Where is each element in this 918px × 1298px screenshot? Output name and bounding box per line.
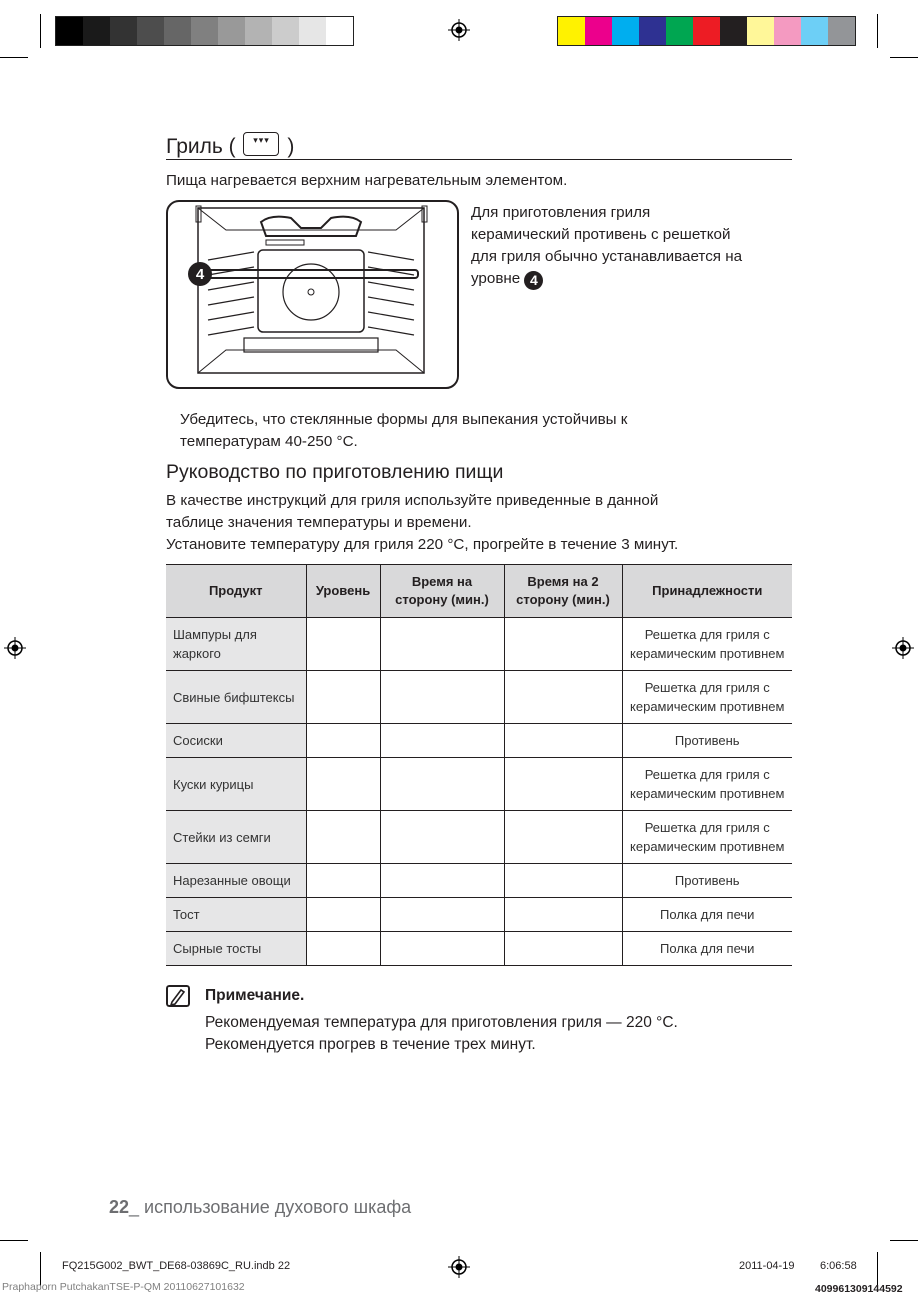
- caption-line: для гриля обычно устанавливается на: [471, 248, 743, 265]
- color-swatch: [326, 17, 353, 45]
- color-swatch: [272, 17, 299, 45]
- color-swatch: [558, 17, 585, 45]
- time2-cell: [504, 864, 622, 898]
- process-color-bar: [557, 16, 856, 46]
- color-swatch: [218, 17, 245, 45]
- accessories-cell: [622, 811, 792, 864]
- time1-cell: [380, 811, 504, 864]
- slug-date: 2011-04-19: [739, 1260, 795, 1272]
- registration-mark-icon: [448, 19, 470, 41]
- time2-cell: [504, 898, 622, 932]
- crop-mark: [877, 14, 878, 48]
- color-swatch: [299, 17, 326, 45]
- section-title-text: Гриль (: [166, 135, 236, 158]
- product-cell: [166, 671, 306, 724]
- color-swatch: [191, 17, 218, 45]
- time1-cell: [380, 898, 504, 932]
- time2-cell: [504, 618, 622, 671]
- header-line: сторону (мин.): [516, 592, 610, 607]
- cooking-table: [166, 564, 792, 966]
- accessories-cell: [622, 671, 792, 724]
- note-text: [205, 1012, 678, 1056]
- caption-line: Для приготовления гриля: [471, 204, 651, 221]
- crop-mark: [0, 1240, 28, 1241]
- page-label: _ использование духового шкафа: [129, 1197, 412, 1217]
- header-accessories: Принадлежности: [622, 565, 792, 618]
- registration-mark-icon: [892, 637, 914, 659]
- product-cell: [166, 864, 306, 898]
- cell-text: Противень: [674, 733, 740, 748]
- cell-text: Полка для печи: [660, 941, 755, 956]
- cell-text: керамическим противнем: [630, 699, 785, 714]
- caption-text: уровне: [471, 270, 521, 287]
- level-cell: [306, 671, 380, 724]
- time2-cell: [504, 724, 622, 758]
- header-line: Время на: [411, 574, 473, 589]
- cell-text: Свиные бифштексы: [173, 689, 295, 705]
- level-cell: [306, 864, 380, 898]
- cell-text: Решетка для гриля с: [644, 627, 770, 642]
- crop-mark: [890, 57, 918, 58]
- section-title-suffix: ): [287, 135, 295, 158]
- header-line: Время на 2: [527, 574, 599, 589]
- level-marker: 4: [195, 266, 205, 283]
- color-swatch: [828, 17, 855, 45]
- time1-cell: [380, 758, 504, 811]
- note-line: Рекомендуемая температура для приготовления гриля — 220 °C.: [205, 1014, 678, 1031]
- guide-line: таблице значения температуры и времени.: [166, 514, 472, 531]
- cell-text: Сырные тосты: [173, 941, 262, 956]
- grayscale-color-bar: [55, 16, 354, 46]
- table-row: [166, 932, 792, 966]
- color-swatch: [83, 17, 110, 45]
- crop-mark: [0, 57, 28, 58]
- time1-cell: [380, 618, 504, 671]
- color-swatch: [639, 17, 666, 45]
- cell-text: керамическим противнем: [630, 839, 785, 854]
- cell-text: Решетка для гриля с: [644, 680, 770, 695]
- warning-line: Убедитесь, что стеклянные формы для выпекания устойчивы к: [180, 411, 628, 428]
- level-cell: [306, 618, 380, 671]
- header-level: Уровень: [306, 565, 380, 618]
- guide-text: [166, 490, 678, 556]
- color-swatch: [720, 17, 747, 45]
- cell-text: Нарезанные овощи: [173, 873, 291, 888]
- time1-cell: [380, 932, 504, 966]
- cell-text: Сосиски: [173, 733, 223, 748]
- cell-text: Тост: [173, 907, 200, 922]
- page-footer: [109, 1197, 411, 1218]
- cell-text: керамическим противнем: [630, 646, 785, 661]
- warning-line: температурам 40-250 °C.: [180, 433, 358, 450]
- accessories-cell: [622, 758, 792, 811]
- table-row: [166, 864, 792, 898]
- cell-text: керамическим противнем: [630, 786, 785, 801]
- color-swatch: [612, 17, 639, 45]
- cell-text: Шампуры для: [173, 627, 257, 642]
- slug-file: FQ215G002_BWT_DE68-03869C_RU.indb 22: [62, 1260, 291, 1272]
- title-divider: [166, 159, 792, 160]
- header-time-side2: [504, 565, 622, 618]
- product-cell: [166, 811, 306, 864]
- warning-text: [180, 409, 627, 453]
- color-swatch: [245, 17, 272, 45]
- table-header-row: [166, 565, 792, 618]
- accessories-cell: [622, 898, 792, 932]
- color-swatch: [774, 17, 801, 45]
- accessories-cell: [622, 864, 792, 898]
- slug-code: 409961309144592: [815, 1283, 903, 1295]
- accessories-cell: [622, 724, 792, 758]
- table-row: [166, 758, 792, 811]
- product-cell: [166, 898, 306, 932]
- cell-text: Противень: [674, 873, 740, 888]
- section-title: [166, 132, 294, 159]
- product-cell: [166, 618, 306, 671]
- color-swatch: [585, 17, 612, 45]
- cell-text: Куски курицы: [173, 776, 254, 792]
- product-cell: [166, 932, 306, 966]
- cell-text: Полка для печи: [660, 907, 755, 922]
- color-swatch: [137, 17, 164, 45]
- slug-operator: Praphaporn PutchakanTSE-P-QM 20110627101632: [2, 1281, 245, 1293]
- cell-text: Решетка для гриля с: [644, 767, 770, 782]
- table-row: [166, 724, 792, 758]
- level-cell: [306, 898, 380, 932]
- header-line: сторону (мин.): [395, 592, 489, 607]
- color-swatch: [56, 17, 83, 45]
- time2-cell: [504, 671, 622, 724]
- page-number: 22: [109, 1197, 130, 1217]
- slug-time: 6:06:58: [820, 1260, 857, 1272]
- color-swatch: [110, 17, 137, 45]
- caption-line: керамический противень с решеткой: [471, 226, 731, 243]
- cell-text: жаркого: [173, 646, 221, 661]
- table-row: [166, 618, 792, 671]
- color-swatch: [747, 17, 774, 45]
- guide-line: В качестве инструкций для гриля используйте приведенные в данной: [166, 492, 659, 509]
- table-row: [166, 898, 792, 932]
- time2-cell: [504, 811, 622, 864]
- note-icon: [166, 985, 190, 1007]
- registration-mark-icon: [4, 637, 26, 659]
- intro-text: Пища нагревается верхним нагревательным элементом.: [166, 172, 568, 189]
- caption-line: [471, 268, 742, 290]
- color-swatch: [693, 17, 720, 45]
- time1-cell: [380, 864, 504, 898]
- cell-text: Стейки из семги: [173, 829, 271, 845]
- color-swatch: [164, 17, 191, 45]
- time1-cell: [380, 671, 504, 724]
- guide-title: Руководство по приготовлению пищи: [166, 461, 504, 483]
- time2-cell: [504, 758, 622, 811]
- level-cell: [306, 932, 380, 966]
- cell-text: Решетка для гриля с: [644, 820, 770, 835]
- figure-caption: [471, 202, 742, 290]
- color-swatch: [801, 17, 828, 45]
- time2-cell: [504, 932, 622, 966]
- crop-mark: [40, 14, 41, 48]
- level-badge: 4: [524, 271, 543, 290]
- table-row: [166, 671, 792, 724]
- level-cell: [306, 724, 380, 758]
- level-cell: [306, 811, 380, 864]
- crop-mark: [877, 1252, 878, 1286]
- registration-mark-icon: [448, 1256, 470, 1278]
- time1-cell: [380, 724, 504, 758]
- product-cell: [166, 758, 306, 811]
- note-title: Примечание.: [205, 987, 305, 1004]
- color-swatch: [666, 17, 693, 45]
- grill-symbol: ▾▾▾: [253, 135, 270, 145]
- product-cell: [166, 724, 306, 758]
- accessories-cell: [622, 932, 792, 966]
- table-row: [166, 811, 792, 864]
- header-product: Продукт: [166, 565, 306, 618]
- guide-line: Установите температуру для гриля 220 °C, прогрейте в течение 3 минут.: [166, 536, 679, 553]
- note-line: Рекомендуется прогрев в течение трех минут.: [205, 1036, 536, 1053]
- level-cell: [306, 758, 380, 811]
- crop-mark: [890, 1240, 918, 1241]
- grill-mode-icon: [243, 132, 279, 156]
- accessories-cell: [622, 618, 792, 671]
- header-time-side1: [380, 565, 504, 618]
- oven-interior-illustration: [166, 200, 459, 389]
